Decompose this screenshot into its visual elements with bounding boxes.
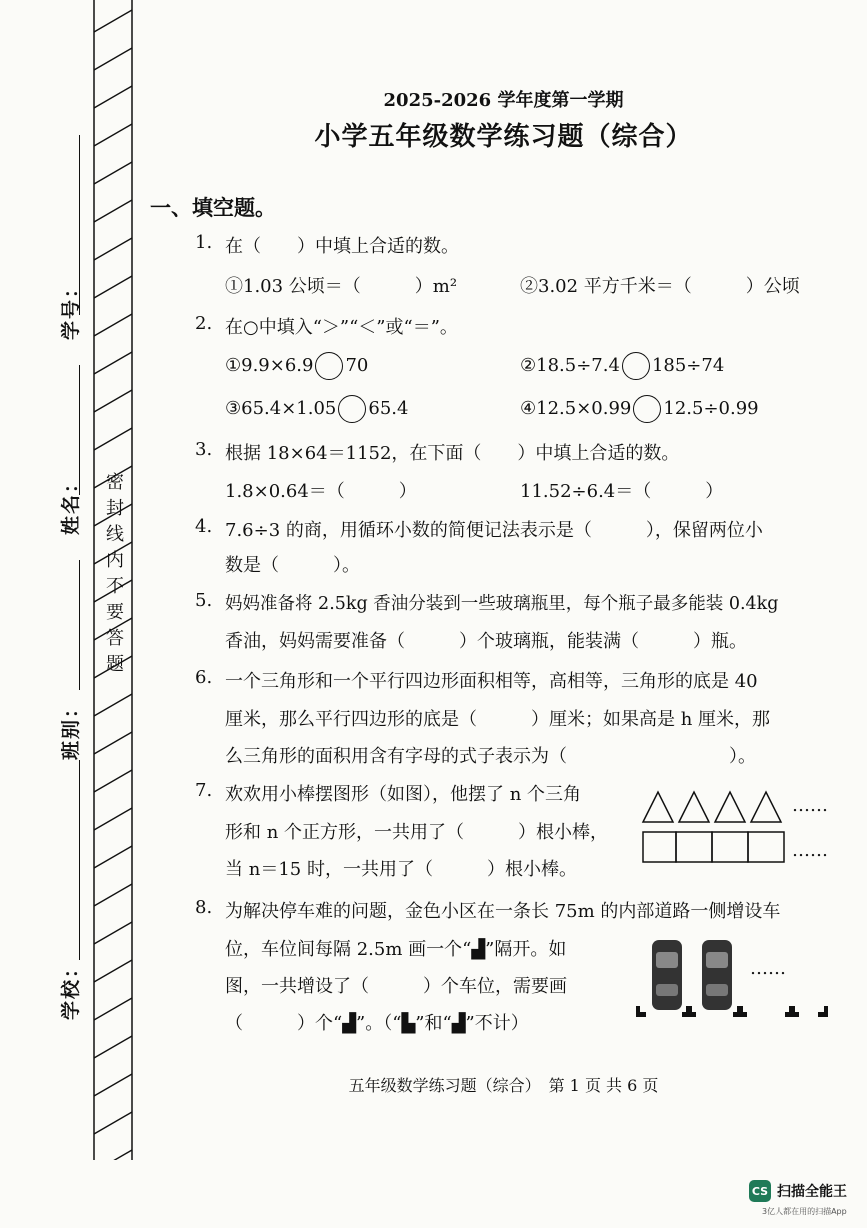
q2-part-d xyxy=(520,395,759,423)
q2-b-left: ②18.5÷7.4 xyxy=(520,355,620,376)
q7-dots-bottom: …… xyxy=(792,840,828,861)
seal-char: 密 xyxy=(106,472,124,493)
seal-char: 不 xyxy=(106,576,124,597)
school-year: 2025-2026 学年度第一学期 xyxy=(383,90,624,111)
seal-char: 题 xyxy=(106,654,124,675)
section-title: 一、填空题。 xyxy=(150,195,276,220)
q5-line1: 妈妈准备将 2.5kg 香油分装到一些玻璃瓶里，每个瓶子最多能装 0.4kg xyxy=(225,594,779,614)
seal-char: 线 xyxy=(106,524,124,545)
q4-line1: 7.6÷3 的商，用循环小数的简便记法表示是（ ），保留两位小 xyxy=(225,520,763,541)
page-footer: 五年级数学练习题（综合） 第 1 页 共 6 页 xyxy=(348,1076,659,1095)
q2-stem: 在○中填入“＞”“＜”或“＝”。 xyxy=(225,317,458,338)
seal-char: 内 xyxy=(106,550,124,571)
watermark-brand: 扫描全能王 xyxy=(777,1184,847,1200)
parking-figure xyxy=(634,936,834,1026)
q3-stem: 根据 18×64＝1152，在下面（ ）中填上合适的数。 xyxy=(225,443,680,464)
q8-line3: 图，一共增设了（ ）个车位，需要画 xyxy=(225,976,567,997)
q2-b-right: 185÷74 xyxy=(651,355,725,376)
watermark-subtitle: 3亿人都在用的扫描App xyxy=(762,1207,847,1216)
q2-a-left: ①9.9×6.9 xyxy=(225,355,314,376)
q6-line2: 厘米，那么平行四边形的底是（ ）厘米；如果高是 h 厘米，那 xyxy=(225,709,771,730)
question-number: 3. xyxy=(195,439,213,460)
seal-char: 要 xyxy=(106,602,124,623)
q2-d-right: 12.5÷0.99 xyxy=(663,398,759,419)
question-number: 2. xyxy=(195,313,213,334)
question-number: 8. xyxy=(195,897,213,918)
compare-circle[interactable] xyxy=(633,395,661,423)
q7-line1: 欢欢用小棒摆图形（如图），他摆了 n 个三角 xyxy=(225,784,582,805)
q2-part-b xyxy=(520,352,724,380)
seal-char: 答 xyxy=(106,628,124,649)
compare-circle[interactable] xyxy=(338,395,366,423)
question-number: 5. xyxy=(195,590,213,611)
compare-circle[interactable] xyxy=(315,352,343,380)
q1-stem: 在（ ）中填上合适的数。 xyxy=(225,236,459,257)
seal-notice xyxy=(103,470,127,678)
q8-dots: …… xyxy=(750,958,786,979)
q2-part-a xyxy=(225,352,368,380)
class-label: 班别： xyxy=(60,696,82,760)
q7-line3: 当 n＝15 时，一共用了（ ）根小棒。 xyxy=(225,859,577,880)
q2-a-right: 70 xyxy=(345,355,369,376)
cs-logo-icon: CS xyxy=(749,1180,771,1202)
q4-line2: 数是（ ）。 xyxy=(225,555,360,576)
scanner-watermark xyxy=(749,1180,847,1202)
question-number: 7. xyxy=(195,780,213,801)
q8-line2: 位，车位间每隔 2.5m 画一个“▟”隔开。如 xyxy=(225,939,567,960)
q2-part-c xyxy=(225,395,408,423)
q7-dots-top: …… xyxy=(792,795,828,816)
q2-c-left: ③65.4×1.05 xyxy=(225,398,337,419)
q7-line2: 形和 n 个正方形，一共用了（ ）根小棒， xyxy=(225,822,609,843)
q3-part-a: 1.8×0.64＝（ ） xyxy=(225,481,417,502)
seal-char: 封 xyxy=(106,498,124,519)
question-number: 4. xyxy=(195,516,213,537)
triangles-squares-figure xyxy=(640,788,795,868)
q2-d-left: ④12.5×0.99 xyxy=(520,398,632,419)
compare-circle[interactable] xyxy=(622,352,650,380)
page-title: 小学五年级数学练习题（综合） xyxy=(314,122,693,152)
question-number: 6. xyxy=(195,667,213,688)
class-underline xyxy=(79,560,80,690)
q6-line3: 么三角形的面积用含有字母的式子表示为（ ）。 xyxy=(225,746,756,767)
q8-line4: （ ）个“▟”。（“▙”和“▟”不计） xyxy=(225,1013,529,1034)
name-label: 姓名： xyxy=(60,471,82,535)
question-number: 1. xyxy=(195,232,213,253)
q1-part-b: ②3.02 平方千米＝（ ）公顷 xyxy=(520,276,800,297)
car-icon xyxy=(702,940,732,1010)
q2-c-right: 65.4 xyxy=(368,398,409,419)
school-underline xyxy=(79,760,80,960)
binding-margin xyxy=(0,0,140,1228)
car-icon xyxy=(652,940,682,1010)
q8-line1: 为解决停车难的问题，金色小区在一条长 75m 的内部道路一侧增设车 xyxy=(225,901,781,922)
school-label: 学校： xyxy=(60,956,82,1020)
number-label: 学号： xyxy=(60,276,82,340)
q5-line2: 香油，妈妈需要准备（ ）个玻璃瓶，能装满（ ）瓶。 xyxy=(225,631,747,652)
q1-part-a: ①1.03 公顷＝（ ）m² xyxy=(225,276,458,297)
q6-line1: 一个三角形和一个平行四边形面积相等，高相等，三角形的底是 40 xyxy=(225,671,758,692)
q3-part-b: 11.52÷6.4＝（ ） xyxy=(520,481,724,502)
